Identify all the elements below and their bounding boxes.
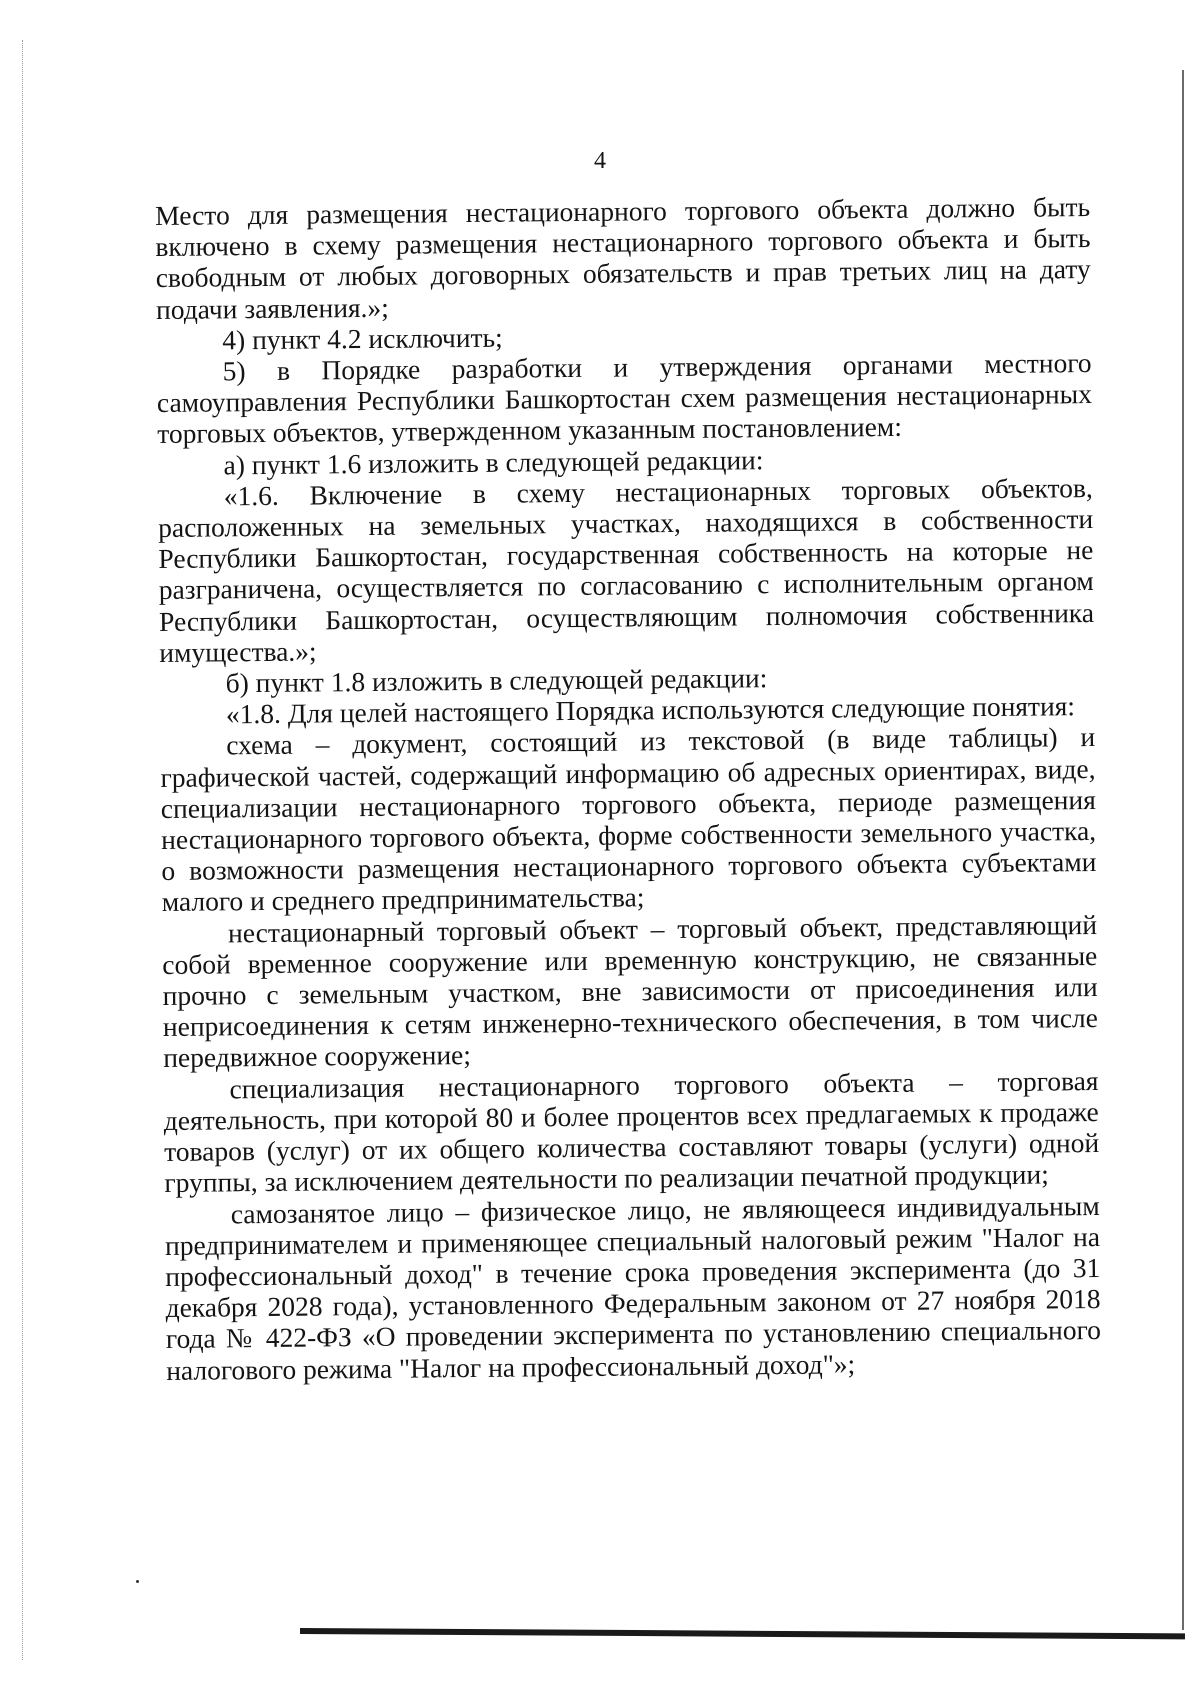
scan-left-edge: [22, 40, 23, 1660]
document-body: [155, 191, 1101, 1386]
paragraph-clause-1-8: «1.8. Для целей настоящего Порядка используются следующие понятия:: [225, 690, 1076, 730]
paragraph-definition-scheme: схема – документ, состоящий из текстовой (в виде таблицы) и графической частей, содержащий информацию об адресных ориентирах, виде, специализации нестационарного торгового объекта, периоде размещения нестационарного торгового объекта, форме собственности земельного участка, о возможности размещения нестационарного торгового объекта субъектами малого и среднего предпринимательства;: [160, 721, 1097, 918]
scan-bottom-border: [300, 1628, 1185, 1639]
paragraph-item-5: 5) в Порядке разработки и утверждения органами местного самоуправления Республики Башкортостан схем размещения нестационарных торговых объектов, утвержденном указанным постановлением:: [156, 347, 1093, 450]
page-number: 4: [594, 148, 606, 174]
scan-right-edge: [1182, 70, 1184, 1630]
paragraph-subitem-a: а) пункт 1.6 изложить в следующей редакции:: [223, 443, 764, 480]
paragraph-definition-specialization: специализация нестационарного торгового объекта – торговая деятельность, при которой 80 и более процентов всех предлагаемых к продаже товаров (услуг) от их общего количества составляют товары (услуги) одной группы, за исключением деятельности по реализации печатной продукции;: [163, 1064, 1100, 1199]
paragraph-item-4: 4) пункт 4.2 исключить;: [222, 321, 503, 356]
paragraph-clause-1-6: «1.6. Включение в схему нестационарных торговых объектов, расположенных на земельных участках, находящихся в собственности Республики Башкортостан, государственная собственность на которые не разграничена, осуществляется по согласованию с исполнительным органом Республики Башкортостан, осуществляющим полномочия собственника имущества.»;: [157, 471, 1095, 668]
paragraph-definition-nto: нестационарный торговый объект – торговый объект, представляющий собой временное сооружение или временную конструкцию, не связанные прочно с земельным участком, вне зависимости от присоединения или неприсоединения к сетям инженерно-технического обеспечения, в том числе передвижное сооружение;: [162, 908, 1099, 1074]
paragraph-subitem-b: б) пункт 1.8 изложить в следующей редакции:: [225, 662, 768, 699]
paragraph-definition-self-employed: самозанятое лицо – физическое лицо, не являющееся индивидуальным предпринимателем и применяющее специальный налоговый режим "Налог на профессиональный доход" в течение срока проведения эксперимента (до 31 декабря 2028 года), установленного Федеральным законом от 27 ноября 2018 года № 422-ФЗ «О проведении эксперимента по установлению специального налогового режима "Налог на профессиональный доход"»;: [164, 1189, 1102, 1386]
paragraph-continuation: Место для размещения нестационарного торгового объекта должно быть включено в схему размещения нестационарного торгового объекта и быть свободным от любых договорных обязательств и прав третьих лиц на дату подачи заявления.»;: [155, 191, 1091, 325]
scan-speck: [136, 1580, 139, 1583]
